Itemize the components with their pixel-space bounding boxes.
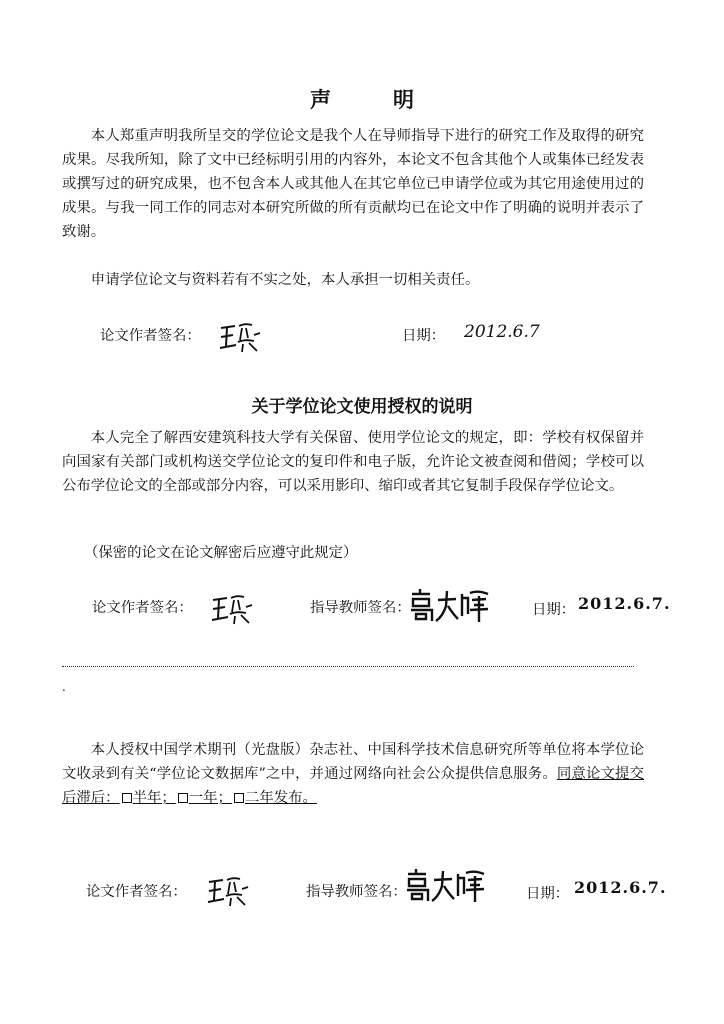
- publication-date-label: 日期：: [526, 886, 570, 902]
- declaration-paragraph-1: 本人郑重声明我所呈交的学位论文是我个人在导师指导下进行的研究工作及取得的研究成果。尽我所知，除了文中已经标明引用的内容外，本论文不包含其他个人或集体已经发表或撰写过的研究成果，也不包含本人或其他人在其它单位已申请学位或为其它用途使用过的成果。与我一同工作的同志对本研究所做的所有贡献均已在论文中作了明确的说明并表示了致谢。: [62, 128, 644, 240]
- authorization-date-value: 2012.6.7.: [578, 594, 671, 613]
- authorization-title: 关于学位论文使用授权的说明: [251, 397, 473, 417]
- author-signature-image-3: [206, 874, 250, 908]
- publication-text: 本人授权中国学术期刊（光盘版）杂志社、中国科学技术信息研究所等单位将本学位论文收录到有关“学位论文数据库”之中，并通过网络向社会公众提供信息服务。: [62, 742, 644, 782]
- authorization-author-label: 论文作者签名：: [92, 600, 193, 616]
- section-divider: [62, 666, 634, 667]
- advisor-signature-image: [408, 586, 492, 624]
- publication-date-value: 2012.6.7.: [574, 878, 667, 897]
- declaration-paragraph-2: 申请学位论文与资料若有不实之处，本人承担一切相关责任。: [90, 272, 480, 288]
- author-signature-image: [218, 320, 262, 354]
- checkbox-two-years[interactable]: [234, 793, 244, 803]
- declaration-title: 声明: [310, 88, 476, 112]
- authorization-paragraph: 本人完全了解西安建筑科技大学有关保留、使用学位论文的规定，即：学校有权保留并向国家有关部门或机构送交学位论文的复印件和电子版，允许论文被查阅和借阅；学校可以公布学位论文的全部或部分内容，可以采用影印、缩印或者其它复制手段保存学位论文。: [62, 430, 644, 494]
- authorization-advisor-label: 指导教师签名：: [310, 600, 411, 616]
- declaration-author-label: 论文作者签名：: [100, 328, 201, 344]
- author-signature-image-2: [210, 592, 254, 626]
- option-one-year-label: 一年；: [188, 790, 232, 806]
- advisor-signature-image-2: [404, 866, 488, 904]
- declaration-date-label: 日期：: [402, 328, 446, 344]
- checkbox-one-year[interactable]: [178, 793, 188, 803]
- embargo-lead: 同意论文提交后滞后：: [62, 766, 644, 806]
- option-half-year-label: 半年；: [132, 790, 176, 806]
- publication-advisor-label: 指导教师签名：: [306, 884, 407, 900]
- publication-author-label: 论文作者签名：: [86, 884, 187, 900]
- publication-paragraph: [62, 738, 644, 810]
- confidential-note: （保密的论文在论文解密后应遵守此规定）: [84, 545, 358, 561]
- authorization-date-label: 日期：: [532, 602, 576, 618]
- divider-dot: .: [62, 680, 66, 694]
- checkbox-half-year[interactable]: [122, 793, 132, 803]
- option-two-years-label: 二年发布。: [244, 790, 317, 806]
- declaration-date-value: 2012.6.7: [464, 322, 540, 342]
